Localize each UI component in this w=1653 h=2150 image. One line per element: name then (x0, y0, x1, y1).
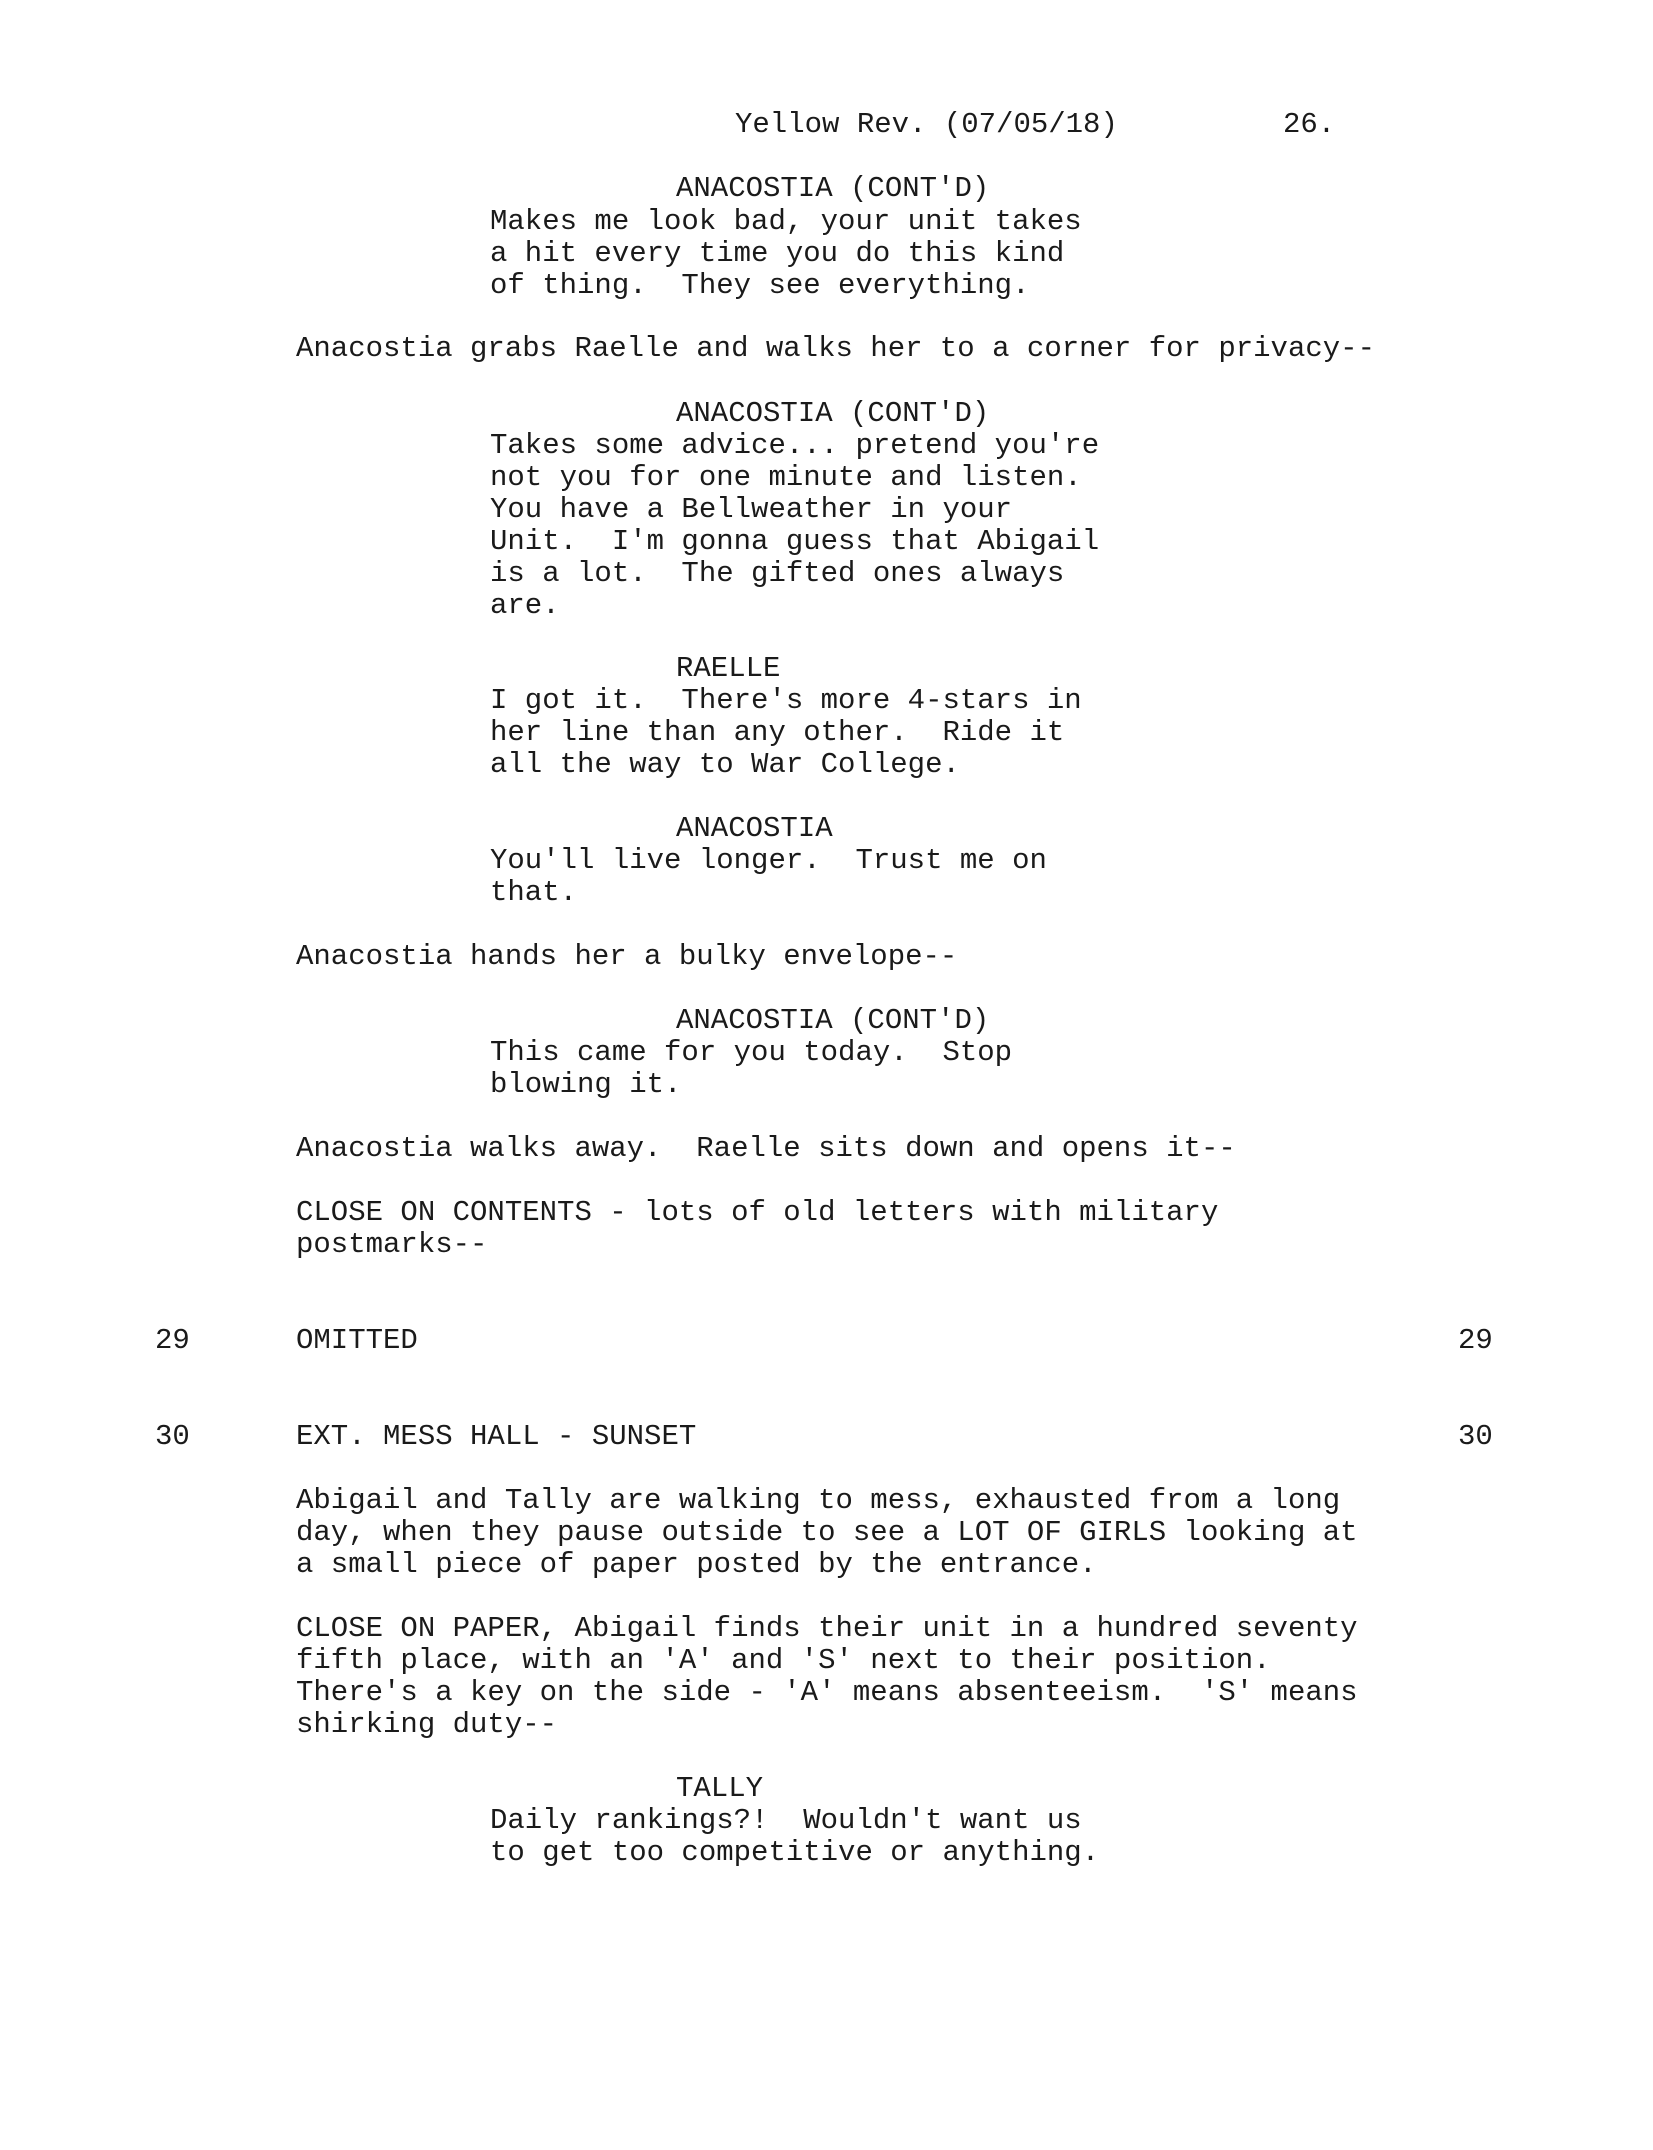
character-cue: TALLY (676, 1772, 764, 1805)
scene-number-right: 30 (1458, 1420, 1493, 1453)
action-line: Anacostia walks away. Raelle sits down and opens it-- (296, 1132, 1236, 1165)
scene-number-left: 30 (155, 1420, 190, 1453)
dialogue: I got it. There's more 4-stars in her line than any other. Ride it all the way to War College. (490, 684, 1082, 781)
page-number: 26. (1283, 108, 1336, 141)
scene-number-left: 29 (155, 1324, 190, 1357)
character-cue: RAELLE (676, 652, 781, 685)
character-cue: ANACOSTIA (CONT'D) (676, 172, 990, 205)
action-line: CLOSE ON PAPER, Abigail finds their unit in a hundred seventy fifth place, with an 'A' and 'S' next to their position. There's a key on the side - 'A' means absenteeism. 'S' means shirking duty-- (296, 1612, 1358, 1741)
scene-heading: EXT. MESS HALL - SUNSET (296, 1420, 697, 1453)
scene-heading: OMITTED (296, 1324, 418, 1357)
character-cue: ANACOSTIA (CONT'D) (676, 397, 990, 430)
character-cue: ANACOSTIA (CONT'D) (676, 1004, 990, 1037)
revision-header: Yellow Rev. (07/05/18) (735, 108, 1118, 141)
action-line: Abigail and Tally are walking to mess, exhausted from a long day, when they pause outside to see a LOT OF GIRLS looking at a small piece of paper posted by the entrance. (296, 1484, 1358, 1581)
action-line: Anacostia hands her a bulky envelope-- (296, 940, 958, 973)
action-line: Anacostia grabs Raelle and walks her to a corner for privacy-- (296, 332, 1375, 365)
character-cue: ANACOSTIA (676, 812, 833, 845)
dialogue: You'll live longer. Trust me on that. (490, 844, 1047, 909)
dialogue: This came for you today. Stop blowing it. (490, 1036, 1013, 1101)
dialogue: Daily rankings?! Wouldn't want us to get too competitive or anything. (490, 1804, 1100, 1869)
action-line: CLOSE ON CONTENTS - lots of old letters with military postmarks-- (296, 1196, 1219, 1261)
scene-number-right: 29 (1458, 1324, 1493, 1357)
dialogue: Takes some advice... pretend you're not you for one minute and listen. You have a Bellweather in your Unit. I'm gonna guess that Abigail is a lot. The gifted ones always are. (490, 429, 1100, 622)
dialogue: Makes me look bad, your unit takes a hit every time you do this kind of thing. They see everything. (490, 205, 1082, 302)
